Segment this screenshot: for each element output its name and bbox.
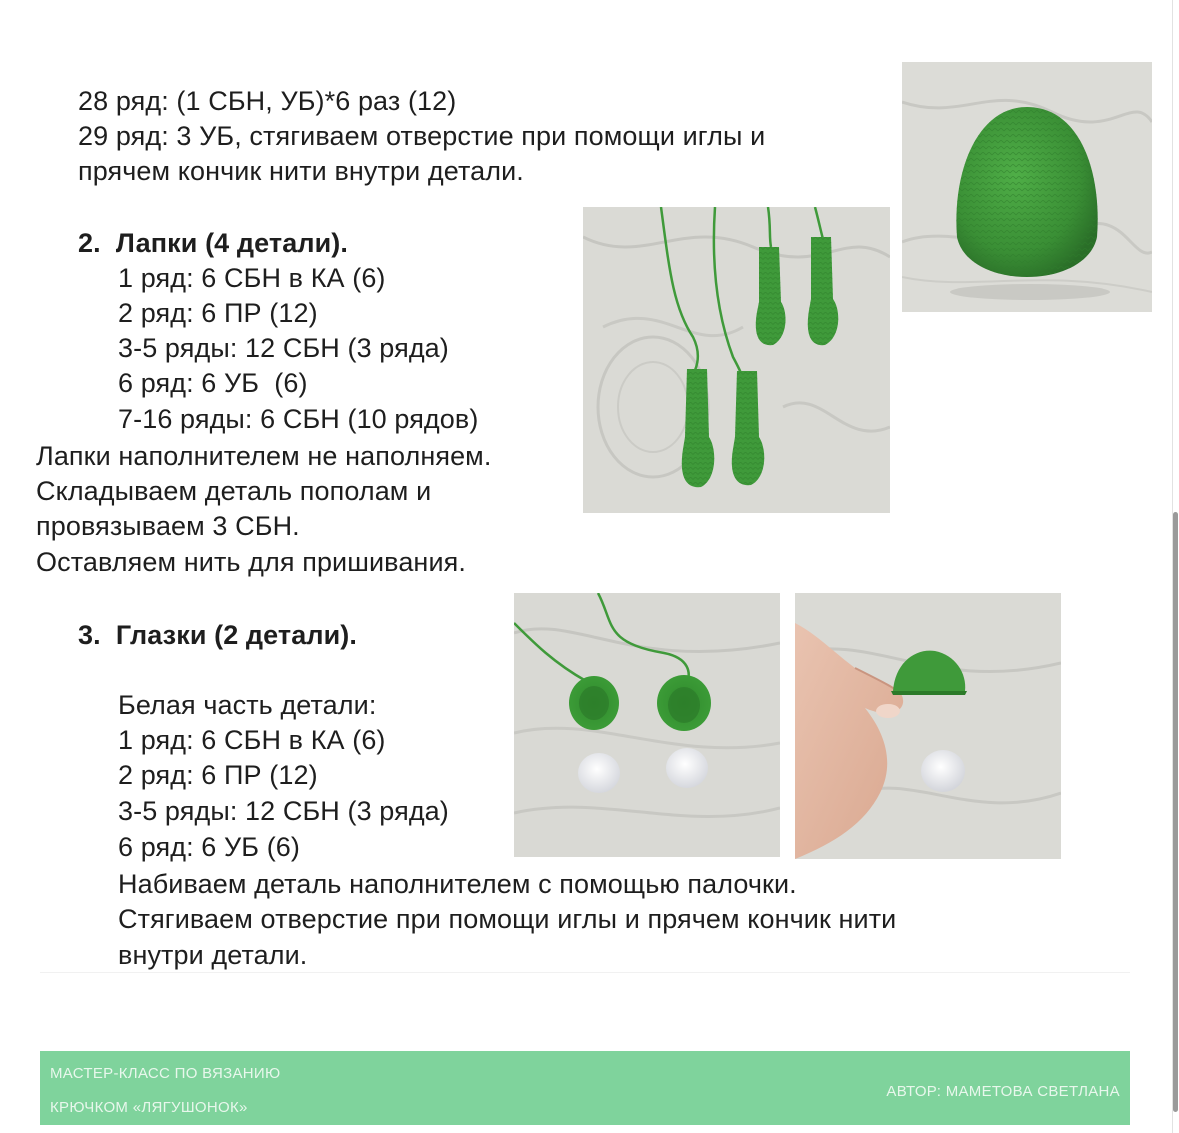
footer-title-line-1: МАСТЕР-КЛАСС ПО ВЯЗАНИЮ bbox=[50, 1065, 281, 1082]
row-29-text: 29 ряд: 3 УБ, стягиваем отверстие при помощи иглы и bbox=[78, 121, 766, 151]
footer-title-line-2: КРЮЧКОМ «ЛЯГУШОНОК» bbox=[50, 1099, 248, 1116]
eyes-row-3: 3-5 ряды: 12 СБН (3 ряда) bbox=[118, 796, 449, 826]
legs-row-5: 7-16 ряды: 6 СБН (10 рядов) bbox=[118, 404, 479, 434]
legs-photo bbox=[583, 207, 890, 513]
footer-author: АВТОР: МАМЕТОВА СВЕТЛАНА bbox=[886, 1083, 1120, 1100]
legs-row-3: 3-5 ряды: 12 СБН (3 ряда) bbox=[118, 333, 449, 363]
eyes-row-5: Набиваем деталь наполнителем с помощью палочки. bbox=[118, 869, 797, 899]
divider bbox=[40, 972, 1130, 973]
section-eyes-heading: 3. Глазки (2 детали). bbox=[78, 620, 358, 650]
hand-eye-photo bbox=[795, 593, 1061, 859]
legs-note-1: Лапки наполнителем не наполняем. bbox=[36, 441, 492, 471]
legs-row-1: 1 ряд: 6 СБН в КА (6) bbox=[118, 263, 386, 293]
scrollbar[interactable] bbox=[1173, 512, 1178, 1112]
eye-parts-photo bbox=[514, 593, 780, 857]
legs-row-2: 2 ряд: 6 ПР (12) bbox=[118, 298, 318, 328]
section-legs-heading: 2. Лапки (4 детали). bbox=[78, 228, 348, 258]
eyes-row-7: внутри детали. bbox=[118, 940, 308, 970]
legs-row-4: 6 ряд: 6 УБ (6) bbox=[118, 368, 308, 398]
eyes-row-2: 2 ряд: 6 ПР (12) bbox=[118, 760, 318, 790]
eyes-row-1: 1 ряд: 6 СБН в КА (6) bbox=[118, 725, 386, 755]
eyes-subheading: Белая часть детали: bbox=[118, 690, 377, 720]
eyes-row-4: 6 ряд: 6 УБ (6) bbox=[118, 832, 300, 862]
row-28-text: 28 ряд: (1 СБН, УБ)*6 раз (12) bbox=[78, 86, 457, 116]
legs-note-4: Оставляем нить для пришивания. bbox=[36, 547, 466, 577]
footer-banner bbox=[40, 1051, 1130, 1125]
legs-note-3: провязываем 3 СБН. bbox=[36, 511, 300, 541]
head-ball-photo bbox=[902, 62, 1152, 312]
eyes-row-6: Стягиваем отверстие при помощи иглы и прячем кончик нити bbox=[118, 904, 897, 934]
legs-note-2: Складываем деталь пополам и bbox=[36, 476, 432, 506]
row-29-continuation-text: прячем кончик нити внутри детали. bbox=[78, 156, 524, 186]
